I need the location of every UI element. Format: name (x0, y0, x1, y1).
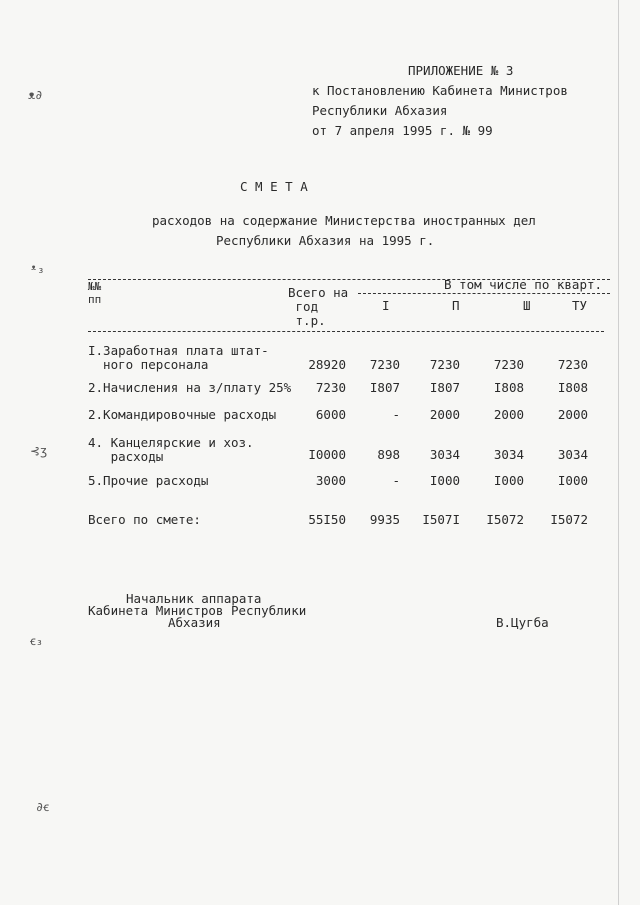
document-title: С М Е Т А (240, 179, 308, 194)
row-label: 5.Прочие расходы (88, 473, 209, 488)
row-label: 4. Канцелярские и хоз. расходы (88, 435, 254, 464)
summary-total: 55I50 (308, 512, 346, 527)
row-q2: I000 (429, 473, 460, 488)
appendix-title: ПРИЛОЖЕНИЕ № 3 (408, 63, 514, 78)
binder-mark: ∂ꞓ (36, 800, 49, 814)
row-q4: 7230 (557, 357, 588, 372)
column-q2-header: П (452, 298, 460, 313)
row-q1: - (392, 407, 400, 422)
binder-mark: ꞓ₃ (30, 634, 43, 648)
row-q1: 898 (377, 447, 400, 462)
row-total: 6000 (315, 407, 346, 422)
summary-q2: I507I (422, 512, 460, 527)
row-q3: 2000 (493, 407, 524, 422)
column-q3-header: Ш (523, 298, 531, 313)
row-q2: 2000 (429, 407, 460, 422)
row-total: 7230 (315, 380, 346, 395)
column-total-header: Всего на год т.р. (288, 285, 349, 328)
row-q4: 3034 (557, 447, 588, 462)
binder-mark: ᴥ∂ (28, 88, 43, 102)
signature-line-2: Кабинета Министров Республики (88, 603, 307, 618)
row-q1: - (392, 473, 400, 488)
heading-line-1: расходов на содержание Министерства иностранных дел (152, 213, 536, 228)
binder-mark: ᵜ₃ (30, 262, 45, 276)
appendix-line-2: Республики Абхазия (312, 103, 448, 118)
column-q1-header: I (382, 298, 390, 313)
row-q3: 3034 (493, 447, 524, 462)
row-q4: I808 (557, 380, 588, 395)
row-q1: 7230 (369, 357, 400, 372)
row-total: 28920 (308, 357, 346, 372)
row-label: 2.Начисления на з/плату 25% (88, 380, 292, 395)
page-edge (618, 0, 619, 905)
heading-line-2: Республики Абхазия на 1995 г. (216, 233, 435, 248)
summary-q1: 9935 (369, 512, 400, 527)
column-number-header: №№ пп (88, 280, 102, 306)
signature-line-3: Абхазия (168, 615, 221, 630)
row-q4: 2000 (557, 407, 588, 422)
summary-q3: I5072 (486, 512, 524, 527)
quarter-group-rule (358, 293, 610, 294)
row-q2: I807 (429, 380, 460, 395)
appendix-line-1: к Постановлению Кабинета Министров (312, 83, 568, 98)
row-total: I0000 (308, 447, 346, 462)
row-q3: I808 (493, 380, 524, 395)
signature-name: В.Цугба (496, 615, 549, 630)
row-q3: 7230 (493, 357, 524, 372)
summary-label: Всего по смете: (88, 512, 201, 527)
column-q4-header: ТУ (572, 298, 588, 313)
row-q2: 7230 (429, 357, 460, 372)
appendix-line-3: от 7 апреля 1995 г. № 99 (312, 123, 493, 138)
row-total: 3000 (315, 473, 346, 488)
table-header-rule (88, 331, 604, 332)
row-q4: I000 (557, 473, 588, 488)
row-q3: I000 (493, 473, 524, 488)
row-q2: 3034 (429, 447, 460, 462)
row-label: I.Заработная плата штат- ного персонала (88, 343, 269, 372)
summary-q4: I5072 (550, 512, 588, 527)
quarter-group-header: В том числе по кварт. (444, 277, 603, 292)
signature-line-1: Начальник аппарата (126, 591, 262, 606)
row-q1: I807 (369, 380, 400, 395)
binder-mark: ⊰ʒ (30, 444, 48, 458)
row-label: 2.Командировочные расходы (88, 407, 277, 422)
